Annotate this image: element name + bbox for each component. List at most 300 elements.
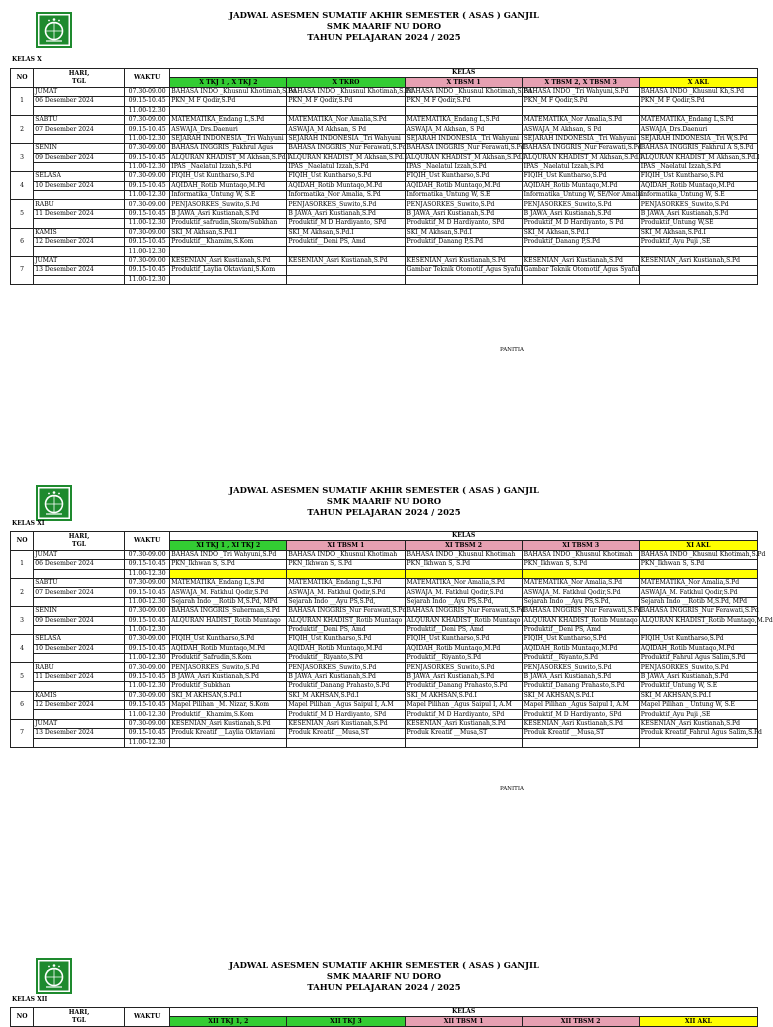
time-slot: 09.15-10.45 bbox=[124, 560, 169, 569]
subject-cell: PENJASORKES_Suwito,S.Pd bbox=[287, 663, 405, 672]
day-number: 2 bbox=[11, 578, 34, 606]
subject-cell bbox=[522, 738, 639, 747]
time-slot: 07.30-09.00 bbox=[124, 607, 169, 616]
header-row bbox=[11, 532, 758, 541]
class-column-header: XII TBSM 1 bbox=[405, 1017, 522, 1026]
schedule-row bbox=[11, 663, 758, 672]
time-slot: 11.00-12.30 bbox=[124, 191, 169, 200]
subject-cell: KESENIAN_Asri Kustianah,S.Pd bbox=[170, 256, 287, 265]
col-kelas-header: KELAS bbox=[170, 1008, 758, 1017]
tgl-label: TGL bbox=[72, 77, 87, 85]
subject-cell: KESENIAN_Asri Kustianah,S.Pd bbox=[405, 719, 522, 728]
time-slot: 11.00-12.30 bbox=[124, 162, 169, 171]
subject-cell: MATEMATIKA_Endang L,S.Pd bbox=[170, 115, 287, 124]
col-no-header: NO bbox=[11, 532, 34, 551]
subject-cell: B JAWA_Asri Kustianah,S.Pd bbox=[522, 209, 639, 218]
subject-cell: Produktif__Khamim,S.Kom bbox=[170, 238, 287, 247]
time-slot: 11.00-12.30 bbox=[124, 654, 169, 663]
subject-cell: Sejarah Indo __Rotib M,S.Pd, MPd bbox=[639, 597, 757, 606]
header-row bbox=[11, 69, 758, 78]
time-slot: 07.30-09.00 bbox=[124, 719, 169, 728]
subject-cell: Produk Kreatif __Musa,ST bbox=[287, 729, 405, 738]
subject-cell: Produktif_Subkhan bbox=[170, 682, 287, 691]
subject-cell: B JAWA_Asri Kustianah,S.Pd bbox=[639, 209, 757, 218]
time-slot: 07.30-09.00 bbox=[124, 635, 169, 644]
class-column-header: XI TBSM 3 bbox=[522, 541, 639, 550]
subject-cell: Gambar Teknik Otomotif_Agus Syaful bbox=[523, 266, 640, 274]
schedule-row bbox=[11, 144, 758, 153]
subject-cell: Mapel Pilihan _M. Nizar, S.Kom bbox=[170, 701, 287, 710]
subject-cell bbox=[522, 569, 639, 578]
subject-cell: ALQURAN KHADIST_M Akhsan,S.Pd.I bbox=[523, 153, 643, 161]
subject-cell: AQIDAH_Rotib Muntaqo,M.Pd bbox=[287, 181, 405, 190]
time-slot: 09.15-10.45 bbox=[124, 616, 169, 625]
subject-cell bbox=[639, 569, 757, 578]
day-name: JUMAT bbox=[34, 719, 125, 728]
subject-cell: BAHASA INDO _Khusnul Khotimah,S.Pd bbox=[171, 87, 296, 95]
subject-cell: MATEMATIKA_Endang L,S.Pd bbox=[287, 578, 405, 587]
day-blank bbox=[34, 597, 125, 606]
time-slot: 09.15-10.45 bbox=[124, 672, 169, 681]
day-number: 3 bbox=[11, 144, 34, 172]
time-slot: 07.30-09.00 bbox=[124, 228, 169, 237]
subject-cell: Produktif_Untung W,SE bbox=[639, 219, 757, 228]
subject-cell: SKI_M Akhsan,S.Pd.I bbox=[405, 228, 522, 237]
schedule-row bbox=[11, 87, 758, 96]
subject-cell: SKI_M AKHSAN,S.Pd.I bbox=[639, 691, 757, 700]
subject-cell: ASWAJA_M. Fatkhul Qodir,S.Pd bbox=[287, 588, 405, 597]
schedule-row bbox=[11, 125, 758, 134]
subject-cell: ASWAJA_Drs.Daenuri bbox=[170, 125, 287, 134]
subject-cell: ALQURAN KHADIST_M Akhsan,S.Pd.I bbox=[288, 153, 408, 161]
subject-cell bbox=[639, 247, 757, 256]
subject-cell: Produktif_Danang P,S.Pd bbox=[522, 238, 639, 247]
subject-cell bbox=[170, 738, 287, 747]
day-blank bbox=[34, 162, 125, 171]
schedule-row bbox=[11, 153, 758, 162]
schedule-row bbox=[11, 654, 758, 663]
panitia-label: PANITIA bbox=[500, 786, 524, 792]
schedule-row bbox=[11, 247, 758, 256]
schedule-table bbox=[10, 68, 758, 285]
subject-cell: Informatika_Nor Amalia, S.Pd bbox=[287, 191, 405, 200]
subject-cell bbox=[287, 569, 405, 578]
time-slot: 07.30-09.00 bbox=[124, 256, 169, 265]
schedule-row bbox=[11, 266, 758, 275]
subject-cell: FIQIH_Ust Kuntharso,S.Pd bbox=[639, 172, 757, 181]
time-slot: 09.15-10.45 bbox=[124, 729, 169, 738]
schedule-row bbox=[11, 275, 758, 284]
title-line: TAHUN PELAJARAN 2024 / 2025 bbox=[307, 507, 461, 517]
subject-cell: PENJASORKES_Suwito,S.Pd bbox=[405, 663, 522, 672]
schedule-row bbox=[11, 228, 758, 237]
subject-cell: Mapel Pilihan _Agus Saipul I, A.M bbox=[287, 701, 405, 710]
subject-cell: KESENIAN_Asri Kustianah,S.Pd bbox=[287, 256, 405, 265]
hari-label: HARI, bbox=[68, 532, 90, 540]
schedule-row bbox=[11, 134, 758, 143]
subject-cell bbox=[522, 106, 639, 115]
subject-cell: SEJARAH INDONESIA _Tri Wahyuni bbox=[170, 134, 287, 143]
subject-cell bbox=[522, 247, 639, 256]
subject-cell: Produktif_Ayu Puji ,SE bbox=[639, 238, 757, 247]
day-date: 09 Desember 2024 bbox=[34, 616, 125, 625]
day-date: 11 Desember 2024 bbox=[34, 209, 125, 218]
subject-cell: AQIDAH_Rotib Muntaqo,M.Pd bbox=[522, 181, 639, 190]
schedule-row bbox=[11, 588, 758, 597]
subject-cell: FIQIH_Ust Kuntharso,S.Pd bbox=[522, 635, 639, 644]
subject-cell: FIQIH_Ust Kuntharso,S.Pd bbox=[170, 172, 287, 181]
subject-cell: SEJARAH INDONESIA _Tri W,S.Pd bbox=[639, 134, 757, 143]
subject-cell: Produktif_M D Hardiyanto, SPd bbox=[522, 710, 639, 719]
subject-cell: MATEMATIKA_Nor Amalia,S.Pd bbox=[522, 578, 639, 587]
subject-cell: BAHASA INDO _Khusnul Khotimah,S.Pd bbox=[288, 87, 414, 95]
subject-cell: MATEMATIKA_Nor Amalia,S.Pd bbox=[287, 115, 405, 124]
time-slot: 07.30-09.00 bbox=[124, 578, 169, 587]
subject-cell: SKI_M Akhsan,S.Pd.I bbox=[639, 228, 757, 237]
subject-cell: Produktif_M D Hardiyanto, S Pd bbox=[522, 219, 639, 228]
subject-cell: Produktif_Danang Prahasto,S.Pd bbox=[287, 682, 405, 691]
header-row bbox=[11, 1008, 758, 1017]
day-number: 5 bbox=[11, 200, 34, 228]
schedule-row bbox=[11, 238, 758, 247]
time-slot: 11.00-12.30 bbox=[124, 569, 169, 578]
schedule-row bbox=[11, 578, 758, 587]
day-number: 6 bbox=[11, 228, 34, 256]
time-slot: 07.30-09.00 bbox=[124, 115, 169, 124]
subject-cell: Produktif__Riyanto,S.Pd bbox=[287, 654, 405, 663]
subject-cell: Produk Kreatif __Musa,ST bbox=[405, 729, 522, 738]
schedule-row bbox=[11, 644, 758, 653]
day-number: 5 bbox=[11, 663, 34, 691]
subject-cell: IPAS _Naelatul Izzah,S.Pd bbox=[522, 162, 639, 171]
subject-cell: MATEMATIKA_Endang L,S.Pd bbox=[405, 115, 522, 124]
time-slot: 07.30-09.00 bbox=[124, 550, 169, 559]
subject-cell bbox=[170, 625, 287, 634]
day-name: KAMIS bbox=[34, 228, 125, 237]
subject-cell: Mapel Pilihan _Agus Saipul I, A.M bbox=[522, 701, 639, 710]
schedule-row bbox=[11, 560, 758, 569]
schedule-row bbox=[11, 191, 758, 200]
schedule-row bbox=[11, 710, 758, 719]
subject-cell: MATEMATIKA_Endang L,S.Pd bbox=[170, 578, 287, 587]
schedule-row bbox=[11, 172, 758, 181]
schedule-row bbox=[11, 625, 758, 634]
subject-cell bbox=[639, 266, 757, 275]
day-number: 7 bbox=[11, 719, 34, 747]
subject-cell bbox=[287, 106, 405, 115]
subject-cell: PKN_Ikhwan S, S.Pd bbox=[522, 560, 639, 569]
subject-cell: Produktif__Deni PS, Amd bbox=[405, 625, 522, 634]
subject-cell: KESENIAN_Asri Kustianah,S.Pd bbox=[287, 719, 405, 728]
subject-cell: SKI_M AKHSAN,S.Pd.I bbox=[170, 691, 287, 700]
subject-cell bbox=[405, 275, 522, 284]
class-column-header: X AKL bbox=[639, 78, 757, 87]
title-line: TAHUN PELAJARAN 2024 / 2025 bbox=[307, 982, 461, 992]
subject-cell: Produktif_M D Hardiyanto, SPd bbox=[405, 710, 522, 719]
subject-cell bbox=[405, 247, 522, 256]
subject-cell: MATEMATIKA_Nor Amalia,S.Pd bbox=[522, 115, 639, 124]
day-blank bbox=[34, 682, 125, 691]
title-line: SMK MAARIF NU DORO bbox=[326, 971, 442, 981]
day-name: SELASA bbox=[34, 172, 125, 181]
day-date: 12 Desember 2024 bbox=[34, 238, 125, 247]
subject-cell: IPAS _Naelatul Izzah,S.Pd bbox=[170, 162, 287, 171]
day-name: SELASA bbox=[34, 635, 125, 644]
subject-cell: BAHASA INDO _Khusnul Khotimah bbox=[287, 550, 405, 559]
subject-cell: ALQURAN KHADIST_Rotib Muntaqo bbox=[523, 616, 638, 624]
subject-cell: BAHASA INDO _Khusnul Khotimah bbox=[405, 550, 522, 559]
title-line: JADWAL ASESMEN SUMATIF AKHIR SEMESTER ( ASAS ) GANJIL bbox=[229, 10, 539, 20]
col-no-header: NO bbox=[11, 1008, 34, 1027]
subject-cell: ASWAJA_M. Fatkhul Qodir,S.Pd bbox=[170, 588, 287, 597]
subject-cell: PENJASORKES_Suwito,S.Pd bbox=[287, 200, 405, 209]
schedule-row bbox=[11, 162, 758, 171]
day-date: 06 Desember 2024 bbox=[34, 97, 125, 106]
subject-cell: Mapel Pilihan _Agus Saipul I, A.M bbox=[405, 701, 522, 710]
subject-cell: B JAWA_Asri Kustianah,S.Pd bbox=[287, 209, 405, 218]
subject-cell: PKN_M F Qodir,S.Pd bbox=[405, 97, 522, 106]
subject-cell: FIQIH_Ust Kuntharso,S.Pd bbox=[639, 635, 757, 644]
subject-cell: BAHASA INGGRIS_Nur Ferawati,S.Pd bbox=[288, 144, 407, 152]
subject-cell: Informatika_Untung W, S.E bbox=[405, 191, 522, 200]
subject-cell: Sejarah Indo __Rotib M,S.Pd, MPd bbox=[170, 597, 287, 606]
time-slot: 11.00-12.30 bbox=[124, 219, 169, 228]
time-slot: 09.15-10.45 bbox=[124, 125, 169, 134]
subject-cell: IPAS _Naelatul Izzah,S.Pd bbox=[287, 162, 405, 171]
schedule-row bbox=[11, 97, 758, 106]
time-slot: 11.00-12.30 bbox=[124, 738, 169, 747]
subject-cell: ASWAJA_M Akhsan, S Pd bbox=[405, 125, 522, 134]
subject-cell bbox=[170, 247, 287, 256]
schedule-row bbox=[11, 569, 758, 578]
subject-cell: BAHASA INGGRIS_Nur Ferawati,S.Pd bbox=[523, 607, 642, 615]
subject-cell bbox=[287, 738, 405, 747]
subject-cell: Produktif_Danang Prahasto,S.Pd bbox=[522, 682, 639, 691]
subject-cell: Produktif__Riyanto,S.Pd bbox=[405, 654, 522, 663]
subject-cell: SEJARAH INDONESIA _Tri Wahyuni bbox=[287, 134, 405, 143]
subject-cell bbox=[405, 569, 522, 578]
subject-cell: SKI_M Akhsan,S.Pd.I bbox=[522, 228, 639, 237]
day-date: 12 Desember 2024 bbox=[34, 701, 125, 710]
schedule-row bbox=[11, 219, 758, 228]
schedule-row bbox=[11, 115, 758, 124]
time-slot: 09.15-10.45 bbox=[124, 644, 169, 653]
subject-cell: BAHASA INGGRIS_Nur Ferawati,S.Pd bbox=[640, 607, 759, 615]
subject-cell: Produk Kreatif __Musa,ST bbox=[522, 729, 639, 738]
schedule-row bbox=[11, 106, 758, 115]
day-blank bbox=[34, 625, 125, 634]
subject-cell: Produktif_Danang Prahasto,S.Pd bbox=[405, 682, 522, 691]
subject-cell: BAHASA INDO _Khusnul Khotimah bbox=[522, 550, 639, 559]
time-slot: 07.30-09.00 bbox=[124, 172, 169, 181]
subject-cell: SKI_M Akhsan,S.Pd.I bbox=[287, 228, 405, 237]
schedule-row bbox=[11, 256, 758, 265]
time-slot: 11.00-12.30 bbox=[124, 275, 169, 284]
subject-cell: ASWAJA_M Akhsan, S Pd bbox=[287, 125, 405, 134]
subject-cell: PENJASORKES_Suwito,S.Pd bbox=[405, 200, 522, 209]
subject-cell: Sejarah Indo __Ayu PS,S.Pd, bbox=[405, 597, 522, 606]
schedule-table bbox=[10, 531, 773, 748]
subject-cell: ALQURAN KHADIST_M Akhsan,S.Pd.I bbox=[640, 153, 760, 161]
subject-cell bbox=[522, 275, 639, 284]
col-waktu-header: WAKTU bbox=[124, 532, 169, 551]
time-slot: 11.00-12.30 bbox=[124, 710, 169, 719]
class-column-header: XI TBSM 2 bbox=[405, 541, 522, 550]
class-column-header: XII TBSM 2 bbox=[522, 1017, 639, 1026]
time-slot: 09.15-10.45 bbox=[124, 209, 169, 218]
class-column-header: X TKJ 1 , X TKJ 2 bbox=[170, 78, 287, 87]
subject-cell: PKN_M F Qodir,S.Pd bbox=[639, 97, 757, 106]
day-blank bbox=[34, 654, 125, 663]
day-name: SABTU bbox=[34, 578, 125, 587]
subject-cell: AQIDAH_Rotib Muntaqo,M.Pd bbox=[287, 644, 405, 653]
tgl-label: TGL bbox=[72, 1016, 87, 1024]
subject-cell: PKN_Ikhwan S, S.Pd bbox=[170, 560, 287, 569]
day-name: RABU bbox=[34, 200, 125, 209]
subject-cell: ALQURAN KHADIST_Rotib Muntaqo bbox=[406, 616, 521, 624]
subject-cell bbox=[170, 106, 287, 115]
subject-cell: FIQIH_Ust Kuntharso,S.Pd bbox=[287, 635, 405, 644]
subject-cell: Informatika_Untung W, S.E bbox=[639, 191, 757, 200]
subject-cell: AQIDAH_Rotib Muntaqo,M.Pd bbox=[170, 644, 287, 653]
subject-cell: PENJASORKES_Suwito,S.Pd bbox=[522, 663, 639, 672]
time-slot: 09.15-10.45 bbox=[124, 181, 169, 190]
day-blank bbox=[34, 247, 125, 256]
day-number: 6 bbox=[11, 691, 34, 719]
schedule-row bbox=[11, 691, 758, 700]
day-name: JUMAT bbox=[34, 550, 125, 559]
subject-cell: FIQIH_Ust Kuntharso,S.Pd bbox=[170, 635, 287, 644]
schedule-row bbox=[11, 635, 758, 644]
day-name: RABU bbox=[34, 663, 125, 672]
day-date: 07 Desember 2024 bbox=[34, 125, 125, 134]
day-blank bbox=[34, 710, 125, 719]
subject-cell: FIQIH_Ust Kuntharso,S.Pd bbox=[522, 172, 639, 181]
class-column-header: X TBSM 2, X TBSM 3 bbox=[522, 78, 639, 87]
subject-cell: PKN_M F Qodir,S.Pd bbox=[287, 97, 405, 106]
schedule-row bbox=[11, 701, 758, 710]
schedule-row bbox=[11, 672, 758, 681]
day-date: 07 Desember 2024 bbox=[34, 588, 125, 597]
subject-cell bbox=[639, 275, 757, 284]
day-number: 1 bbox=[11, 87, 34, 115]
class-column-header: XI AKL bbox=[639, 541, 757, 550]
kelas-label: KELAS X bbox=[12, 56, 42, 63]
subject-cell: Produktif_M D Hardiyanto, SPd bbox=[405, 219, 522, 228]
subject-cell: ASWAJA_M. Fatkhul Qodir,S.Pd bbox=[639, 588, 757, 597]
subject-cell: BAHASA INDO _Khusnul Khotimah,S.Pd bbox=[406, 87, 532, 95]
title-line: JADWAL ASESMEN SUMATIF AKHIR SEMESTER ( ASAS ) GANJIL bbox=[229, 485, 539, 495]
subject-cell bbox=[639, 738, 757, 747]
subject-cell: Informatika_Untung W, SE/Nor Amalia bbox=[523, 191, 644, 199]
subject-cell bbox=[287, 266, 405, 275]
day-date: 09 Desember 2024 bbox=[34, 153, 125, 162]
subject-cell bbox=[170, 275, 287, 284]
subject-cell: SEJARAH INDONESIA _Tri Wahyuni bbox=[405, 134, 522, 143]
subject-cell: B JAWA_Asri Kustianah,S.Pd bbox=[170, 209, 287, 218]
subject-cell: AQIDAH_Rotib Muntaqo,M.Pd bbox=[639, 644, 757, 653]
subject-cell: SKI_M AKHSAN,S.Pd.I bbox=[405, 691, 522, 700]
col-kelas-header: KELAS bbox=[170, 69, 758, 78]
subject-cell: BAHASA INDO _Tri Wahyuni,S.Pd bbox=[522, 87, 639, 96]
time-slot: 07.30-09.00 bbox=[124, 87, 169, 96]
subject-cell: Mapel Pilihan _ Untung W, S.E bbox=[639, 701, 757, 710]
schedule-row bbox=[11, 719, 758, 728]
time-slot: 07.30-09.00 bbox=[124, 691, 169, 700]
subject-cell: Produktif_Safrudin,S.Kom bbox=[170, 654, 287, 663]
hari-label: HARI, bbox=[68, 1008, 90, 1016]
day-name: JUMAT bbox=[34, 87, 125, 96]
schedule-row bbox=[11, 738, 758, 747]
subject-cell: SKI_M AKHSAN,S.Pd.I bbox=[522, 691, 639, 700]
subject-cell: Produktif_Untung W, S.E bbox=[639, 682, 757, 691]
subject-cell: Produktif_Danang P,S.Pd bbox=[405, 238, 522, 247]
kelas-label: KELAS XII bbox=[12, 996, 48, 1003]
schedule-row bbox=[11, 607, 758, 616]
subject-cell: ALQURAN HADIST_Rotib Muntaqo bbox=[170, 616, 287, 625]
day-number: 4 bbox=[11, 172, 34, 200]
subject-cell: ALQURAN KHADIST_Rotib Muntaqo bbox=[287, 616, 405, 625]
subject-cell: ASWAJA_M. Fatkhul Qodir,S.Pd bbox=[405, 588, 522, 597]
day-date: 13 Desember 2024 bbox=[34, 729, 125, 738]
schedule-row bbox=[11, 729, 758, 738]
subject-cell bbox=[287, 275, 405, 284]
col-kelas-header: KELAS bbox=[170, 532, 758, 541]
class-column-header: X TBSM 1 bbox=[405, 78, 522, 87]
subject-cell bbox=[405, 738, 522, 747]
subject-cell: KESENIAN_Asri Kustianah,S.Pd bbox=[639, 719, 757, 728]
subject-cell: ASWAJA_M. Fatkhul Qodir,S.Pd bbox=[522, 588, 639, 597]
schedule-row bbox=[11, 181, 758, 190]
subject-cell: B JAWA_Asri Kustianah,S.Pd bbox=[405, 672, 522, 681]
time-slot: 11.00-12.30 bbox=[124, 134, 169, 143]
subject-cell: PENJASORKES_Suwito,S.Pd bbox=[170, 200, 287, 209]
day-blank bbox=[34, 738, 125, 747]
document-titles bbox=[0, 960, 768, 993]
class-column-header: X TKRO bbox=[287, 78, 405, 87]
subject-cell: Produktif_Ayu Puji ,SE bbox=[639, 710, 757, 719]
subject-cell: MATEMATIKA_Nor Amalia,S.Pd bbox=[405, 578, 522, 587]
subject-cell: FIQIH_Ust Kuntharso,S.Pd bbox=[405, 635, 522, 644]
title-line: JADWAL ASESMEN SUMATIF AKHIR SEMESTER ( ASAS ) GANJIL bbox=[229, 960, 539, 970]
time-slot: 11.00-12.30 bbox=[124, 597, 169, 606]
subject-cell: B JAWA_Asri Kustianah,S.Pd bbox=[170, 672, 287, 681]
subject-cell: PENJASORKES_Suwito,S.Pd bbox=[639, 663, 757, 672]
subject-cell: FIQIH_Ust Kuntharso,S.Pd bbox=[287, 172, 405, 181]
subject-cell: Sejarah Indo __Ayu PS,S.Pd, bbox=[522, 597, 639, 606]
time-slot: 11.00-12.30 bbox=[124, 106, 169, 115]
subject-cell: Produktif__Deni PS, Amd bbox=[287, 238, 405, 247]
subject-cell: KESENIAN_Asri Kustianah,S.Pd bbox=[522, 256, 639, 265]
time-slot: 09.15-10.45 bbox=[124, 153, 169, 162]
subject-cell: Informatika_Untung W, S.E bbox=[170, 191, 287, 200]
subject-cell: Produk Kreatif_Fahrul Agus Salim,S.Pd bbox=[640, 729, 762, 737]
subject-cell: Produktif__Deni PS, Amd bbox=[522, 625, 639, 634]
day-date: 10 Desember 2024 bbox=[34, 644, 125, 653]
day-date: 11 Desember 2024 bbox=[34, 672, 125, 681]
subject-cell: KESENIAN_Asri Kustianah,S.Pd bbox=[522, 719, 639, 728]
subject-cell: Produktif_Laylia Oktaviani,S.Kom bbox=[170, 266, 287, 275]
subject-cell bbox=[639, 106, 757, 115]
subject-cell: Produktif_M D Hardiyanto, SPd bbox=[287, 219, 405, 228]
col-hari-header bbox=[34, 532, 125, 551]
subject-cell: Produk Kreatif __Laylia Oktaviani bbox=[170, 729, 287, 738]
subject-cell: ASWAJA_M Akhsan, S Pd bbox=[522, 125, 639, 134]
class-column-header: XI TBSM 1 bbox=[287, 541, 405, 550]
subject-cell: Produktif_M D Hardiyanto, SPd bbox=[287, 710, 405, 719]
subject-cell bbox=[405, 106, 522, 115]
day-date: 06 Desember 2024 bbox=[34, 560, 125, 569]
